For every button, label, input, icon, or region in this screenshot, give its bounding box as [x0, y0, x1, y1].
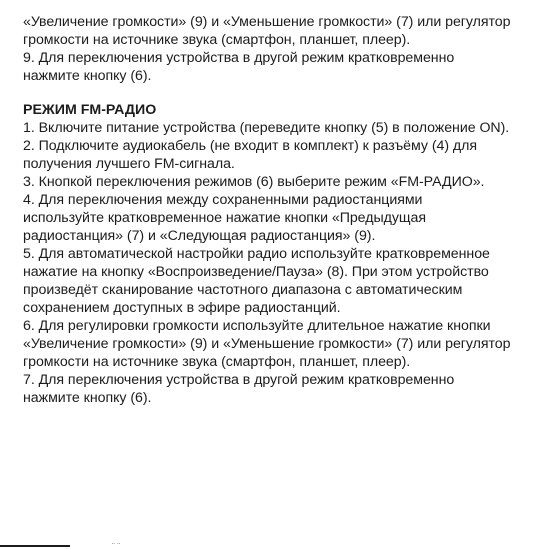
text-line: 9. Для переключения устройства в другой режим кратковременно: [23, 50, 455, 66]
section-heading: РЕЖИМ FM-РАДИО: [23, 102, 157, 118]
fm-radio-section: [23, 101, 543, 407]
text-line: нажмите кнопку (6).: [23, 390, 152, 406]
text-line: 2. Подключите аудиокабель (не входит в комплект) к разъёму (4) для: [23, 138, 477, 154]
section-spacer: [23, 85, 543, 101]
text-line: громкости на источнике звука (смартфон, планшет, плеер).: [23, 32, 411, 48]
text-line: нажатие на кнопку «Воспроизведение/Пауза» (8). При этом устройство: [23, 264, 489, 280]
text-line: сохранением доступных в эфире радиостанций.: [23, 300, 341, 316]
text-line: произведёт сканирование частотного диапазона с автоматическим: [23, 282, 463, 298]
text-line: 7. Для переключения устройства в другой режим кратковременно: [23, 372, 455, 388]
text-line: радиостанция» (7) и «Следующая радиостанция» (9).: [23, 228, 376, 244]
text-line: «Увеличение громкости» (9) и «Уменьшение громкости» (7) или регулятор: [23, 14, 511, 30]
text-line: получения лучшего FM-сигнала.: [23, 156, 235, 172]
continued-instructions: [23, 13, 543, 85]
text-line: 5. Для автоматической настройки радио используйте кратковременное: [23, 246, 490, 262]
text-line: нажмите кнопку (6).: [23, 68, 152, 84]
footer-marks: " ": [112, 543, 120, 549]
text-line: 3. Кнопкой переключения режимов (6) выберите режим «FM-РАДИО».: [23, 174, 485, 190]
text-line: 6. Для регулировки громкости используйте длительное нажатие кнопки: [23, 318, 491, 334]
text-line: 4. Для переключения между сохраненными радиостанциями: [23, 192, 423, 208]
footer-rule: [0, 545, 70, 547]
text-line: громкости на источнике звука (смартфон, планшет, плеер).: [23, 354, 411, 370]
text-line: «Увеличение громкости» (9) и «Уменьшение громкости» (7) или регулятор: [23, 336, 511, 352]
text-line: 1. Включите питание устройства (переведите кнопку (5) в положение ON).: [23, 120, 510, 136]
text-line: используйте кратковременное нажатие кнопки «Предыдущая: [23, 210, 426, 226]
document-page: [23, 13, 543, 407]
